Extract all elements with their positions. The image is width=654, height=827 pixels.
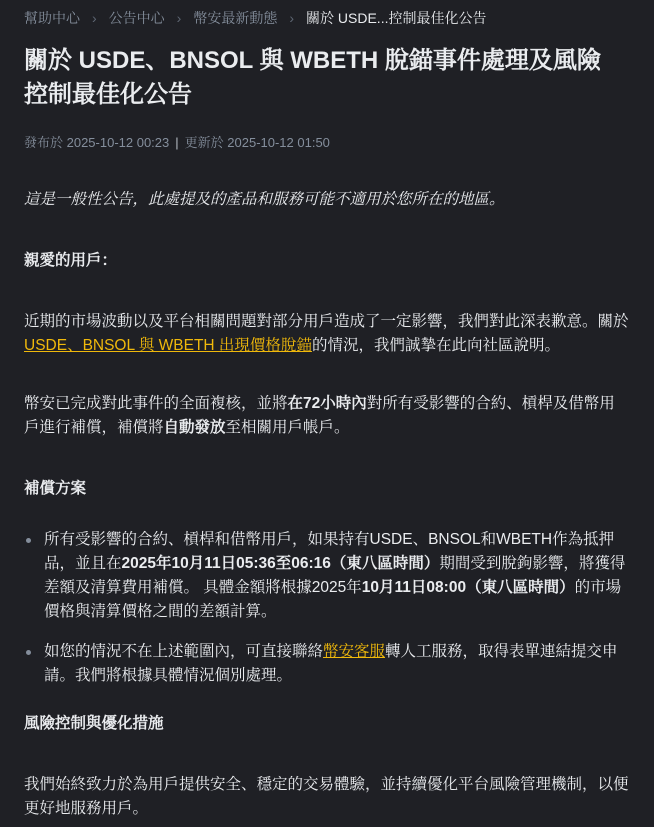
text: 如您的情況不在上述範圍內，可直接聯絡 <box>44 643 324 660</box>
text: 期間受到脫鉤影響，將獲得差額及清算費用補償。 具體金額將根據2025年 <box>44 555 626 596</box>
list-item <box>24 640 630 688</box>
updated-date: 更新於 2025-10-12 01:50 <box>184 135 330 150</box>
breadcrumb-latest-news[interactable]: 幣安最新動態 <box>193 10 278 26</box>
text: 幣安已完成對此事件的全面複核，並將 <box>24 395 288 412</box>
bold-text: 自動發放 <box>163 419 226 436</box>
compensation-heading: 補償方案 <box>24 480 87 497</box>
text: 所有受影響的合約、槓桿和借幣用戶，如果持有USDE、BNSOL和WBETH作為抵押品，並且在 <box>44 531 615 572</box>
breadcrumb-current: 關於 USDE...控制最佳化公告 <box>306 10 487 26</box>
text: 的市場價格與清算價格之間的差額計算。 <box>44 579 622 620</box>
chevron-right-icon: › <box>92 10 97 26</box>
bold-text: 10月11日08:00（東八區時間） <box>361 579 575 596</box>
customer-service-link[interactable]: 幣安客服 <box>323 643 386 660</box>
text: 的情況，我們誠摯在此向社區說明。 <box>311 337 560 354</box>
breadcrumb <box>24 8 486 28</box>
list-item <box>24 528 630 624</box>
divider: | <box>175 135 179 150</box>
chevron-right-icon: › <box>176 10 182 26</box>
breadcrumb-help-center[interactable]: 幫助中心 <box>24 10 80 26</box>
disclaimer: 這是一般性公告，此處提及的產品和服務可能不適用於您所在的地區。 <box>24 191 505 208</box>
page-title: 關於 USDE、BNSOL 與 WBETH 脫錨事件處理及風險控制最佳化公告 <box>24 47 601 108</box>
paragraph-compensation <box>24 392 630 440</box>
published-date: 發布於 2025-10-12 00:23 <box>24 135 170 150</box>
text: 對所有受影響的合約、槓桿及借幣用戶進行補償，補償將 <box>24 395 615 436</box>
text: 至相關用戶帳戶。 <box>225 419 350 436</box>
article-meta <box>24 132 330 151</box>
paragraph-apology <box>24 310 630 358</box>
risk-heading: 風險控制與優化措施 <box>24 715 164 732</box>
text: 轉人工服務，取得表單連結提交申請。我們將根據具體情況個別處理。 <box>44 643 618 684</box>
breadcrumb-announcements[interactable]: 公告中心 <box>108 10 165 26</box>
compensation-list <box>24 528 630 688</box>
depeg-link[interactable]: USDE、BNSOL 與 WBETH 出現價格脫錨 <box>24 337 312 354</box>
bold-text: 在72小時內 <box>287 395 367 412</box>
bold-text: 2025年10月11日05:36至06:16（東八區時間） <box>121 555 440 572</box>
chevron-right-icon: › <box>289 10 295 26</box>
greeting: 親愛的用戶： <box>24 252 118 269</box>
paragraph-commitment: 我們始終致力於為用戶提供安全、穩定的交易體驗，並持續優化平台風險管理機制，以便更好地服務用戶。 <box>24 776 629 817</box>
text: 近期的市場波動以及平台相關問題對部分用戶造成了一定影響，我們對此深表歉意。關於 <box>24 313 629 330</box>
